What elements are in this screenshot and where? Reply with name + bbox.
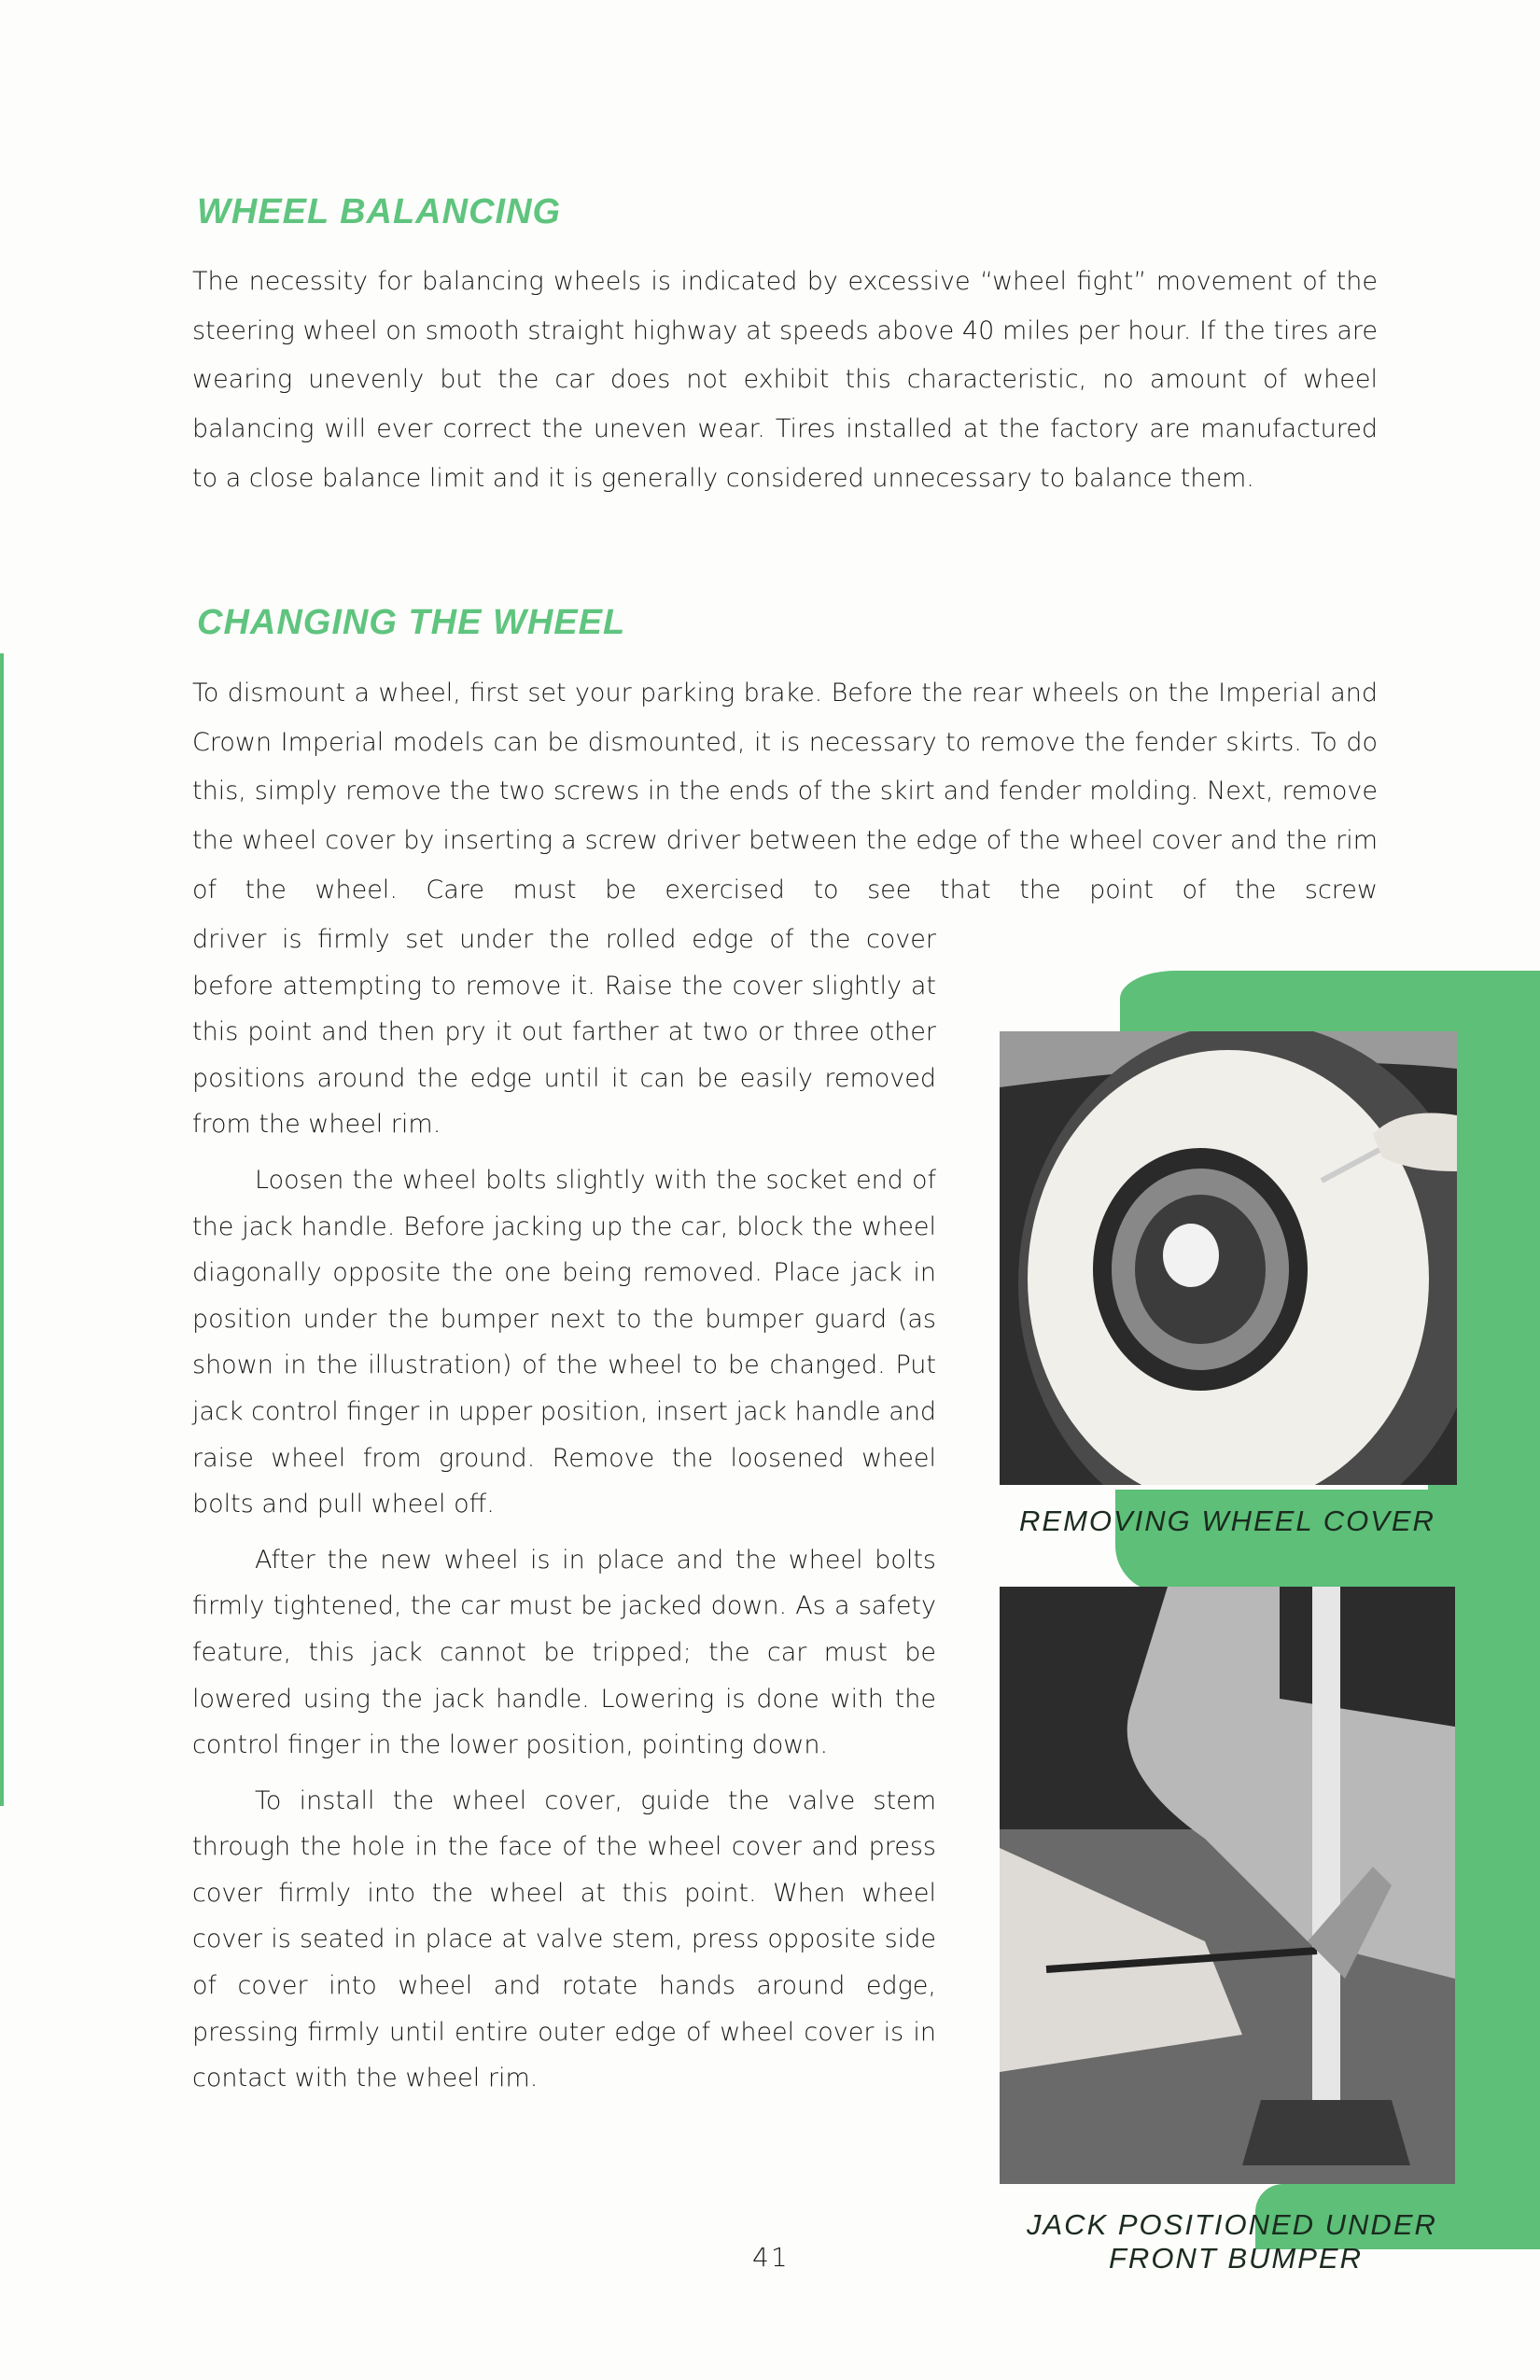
left-edge-green-strip: [0, 653, 4, 1806]
page-number: 41: [752, 2242, 790, 2273]
section-heading-changing-the-wheel: CHANGING THE WHEEL: [197, 603, 626, 642]
changing-wheel-paragraph-4: To install the wheel cover, guide the valve stem through the hole in the face of the wheel cover and press cover firmly into the wheel at this point. When wheel cover is seated in place at valve stem, press opposite side of cover into wheel and rotate hands around edge, pressing firmly until entire outer edge of wheel cover is in contact with the wheel rim.: [192, 1785, 936, 2093]
figure-caption-jack-line-2: FRONT BUMPER: [1109, 2242, 1363, 2275]
section-heading-wheel-balancing: WHEEL BALANCING: [197, 192, 562, 231]
figure-caption-removing-wheel-cover: REMOVING WHEEL COVER: [1019, 1505, 1435, 1537]
narrow-text-column: [192, 917, 936, 2111]
caption-green-band-1: [1120, 971, 1437, 1036]
figure-caption-jack-line-1: JACK POSITIONED UNDER: [1027, 2208, 1437, 2241]
photo-removing-wheel-cover: [1000, 1031, 1457, 1485]
changing-wheel-paragraph-1-continued: driver is firmly set under the rolled edge of the cover before attempting to remove it. Raise the cover slightly at this point and then pry it out farther at two or three other positions around the edge until it can be easily removed from the wheel rim.: [192, 925, 936, 1140]
jack-photo-illustration: [1000, 1587, 1455, 2184]
photo-jack-positioned: [1000, 1587, 1455, 2184]
changing-wheel-paragraph-3: After the new wheel is in place and the wheel bolts firmly tightened, the car must be jacked down. As a safety feature, this jack cannot be tripped; the car must be lowered using the jack handle. Lowering is done with the control finger in the lower position, pointing down.: [192, 1545, 936, 1760]
wheel-photo-illustration: [1000, 1031, 1457, 1485]
changing-wheel-paragraph-2: Loosen the wheel bolts slightly with the socket end of the jack handle. Before jacking up the car, block the wheel diagonally opposite the one being removed. Place jack in position under the bumper next to the bumper guard (as shown in the illustration) of the wheel to be changed. Put jack control finger in upper position, insert jack handle and raise wheel from ground. Remove the loosened wheel bolts and pull wheel off.: [192, 1165, 936, 1519]
wheel-balancing-paragraph: The necessity for balancing wheels is indicated by excessive “wheel fight” movement of the steering wheel on smooth straight highway at speeds above 40 miles per hour. If the tires are wearing unevenly but the car does not exhibit this characteristic, no amount of wheel balancing will ever correct the uneven wear. Tires installed at the factory are manufactured to a close balance limit and it is generally considered unnecessary to balance them.: [192, 267, 1378, 493]
changing-wheel-paragraph-1: To dismount a wheel, first set your parking brake. Before the rear wheels on the Imperial and Crown Imperial models can be dismounted, it is necessary to remove the fender skirts. To do this, simply remove the two screws in the ends of the skirt and fender molding. Next, remove the wheel cover by inserting a screw driver between the edge of the wheel cover and the rim of the wheel. Care must be exercised to see that the point of the screw: [192, 679, 1378, 904]
